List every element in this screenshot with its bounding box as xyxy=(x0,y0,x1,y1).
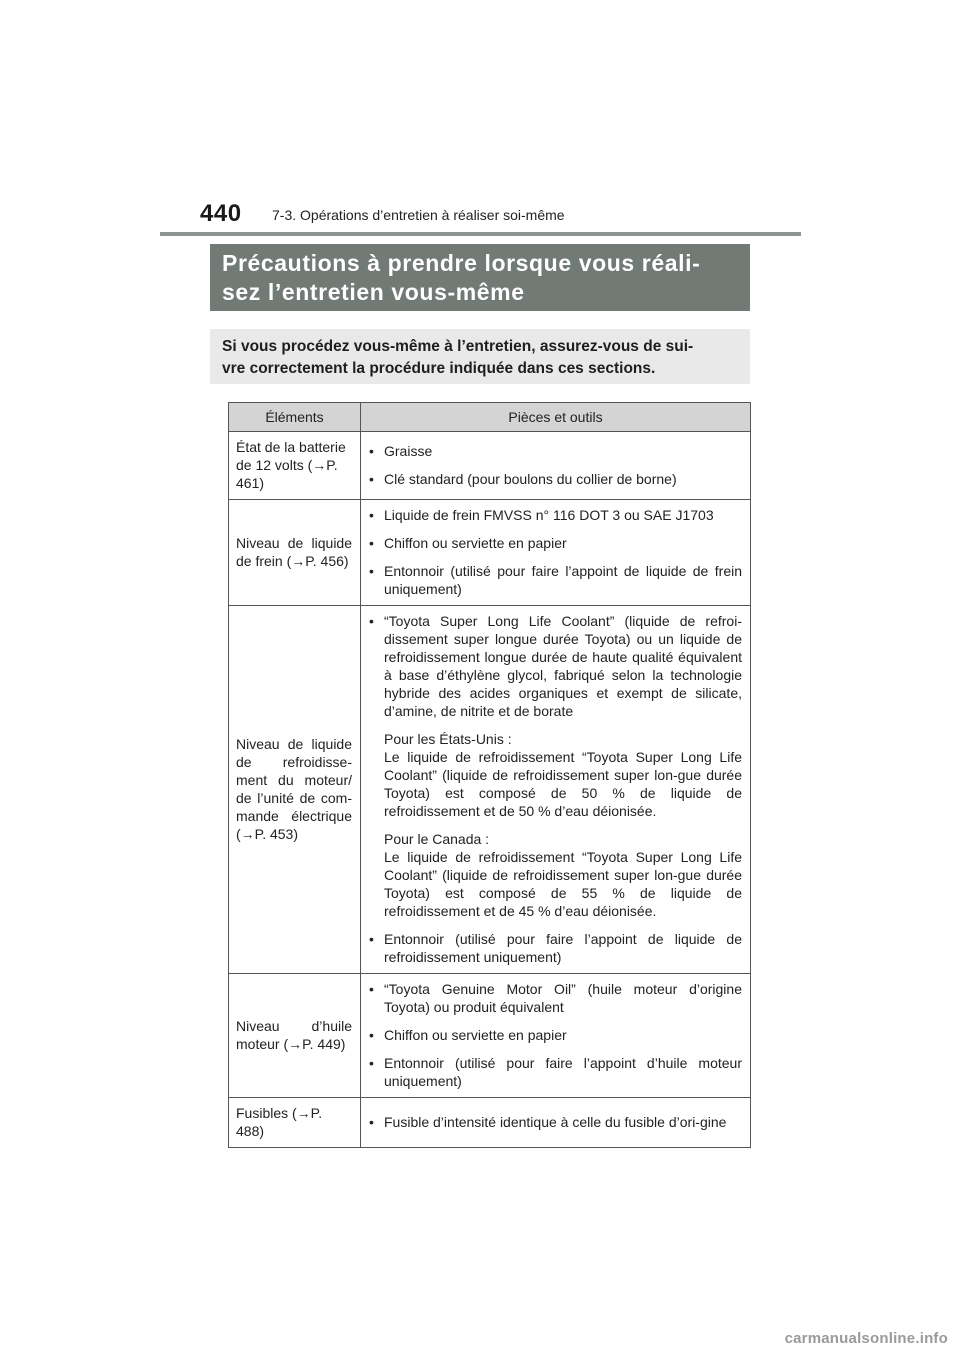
item-fuses: Fusibles (→P. 488) xyxy=(229,1098,361,1148)
tools-cell xyxy=(361,500,751,606)
page-title-line-1: Précautions à prendre lorsque vous réali- xyxy=(222,250,701,276)
tool-item: • “Toyota Genuine Motor Oil” (huile moteur d’origine Toyota) ou produit équivalent xyxy=(368,980,742,1016)
watermark: carmanualsonline.info xyxy=(784,1330,948,1347)
intro-line-1: Si vous procédez vous-même à l’entretien, assurez-vous de sui- xyxy=(222,338,694,355)
page-number: 440 xyxy=(200,200,242,227)
tool-item: • Entonnoir (utilisé pour faire l’appoint d’huile moteur uniquement) xyxy=(368,1054,742,1090)
table-header-row xyxy=(229,403,751,432)
tools-cell xyxy=(361,432,751,500)
item-coolant: Niveau de liquide de refroidisse-ment du moteur/ de l’unité de com-mande électrique (→P. 453) xyxy=(229,606,361,974)
parts-table xyxy=(228,402,751,1148)
title-box xyxy=(210,244,750,311)
note-usa xyxy=(368,730,742,820)
intro-line-2: vre correctement la procédure indiquée dans ces sections. xyxy=(222,360,656,377)
page-title-line-2: sez l’entretien vous-même xyxy=(222,279,525,305)
header-rule xyxy=(160,232,801,236)
tool-item: • Chiffon ou serviette en papier xyxy=(368,534,742,552)
tool-item: • “Toyota Super Long Life Coolant” (liquide de refroi-dissement super longue durée Toyota) ou un liquide de refroidissement longue durée de haute qualité équivalent à base d’éthylène glycol, fabriqué selon la technologie hybride des acides organiques et exempt de silicate, d’amine, de nitrite et de borate xyxy=(368,612,742,720)
table-row xyxy=(229,974,751,1098)
table-row xyxy=(229,1098,751,1148)
table-row xyxy=(229,432,751,500)
tool-item: • Entonnoir (utilisé pour faire l’appoint de liquide de refroidissement uniquement) xyxy=(368,930,742,966)
note-text: Le liquide de refroidissement “Toyota Super Long Life Coolant” (liquide de refroidissement super lon-gue durée Toyota) est composé de 50 % de liquide de refroidissement et de 50 % d’eau déionisée. xyxy=(384,749,742,819)
note-text: Le liquide de refroidissement “Toyota Super Long Life Coolant” (liquide de refroidissement super lon-gue durée Toyota) est composé de 55 % de liquide de refroidissement et de 45 % d’eau déionisée. xyxy=(384,849,742,919)
header-items: Éléments xyxy=(229,403,361,432)
intro-box xyxy=(210,329,750,384)
tools-cell xyxy=(361,1098,751,1148)
item-battery: État de la batterie de 12 volts (→P. 461) xyxy=(229,432,361,500)
table-row xyxy=(229,500,751,606)
tool-item: • Chiffon ou serviette en papier xyxy=(368,1026,742,1044)
page-title xyxy=(222,249,738,307)
tool-item: • Liquide de frein FMVSS n° 116 DOT 3 ou SAE J1703 xyxy=(368,506,742,524)
tool-item: • Graisse xyxy=(368,442,742,460)
item-engine-oil: Niveau d’huile moteur (→P. 449) xyxy=(229,974,361,1098)
section-header: 7-3. Opérations d’entretien à réaliser soi-même xyxy=(272,207,565,223)
note-label: Pour les États-Unis : xyxy=(384,731,512,747)
note-label: Pour le Canada : xyxy=(384,831,490,847)
tools-cell xyxy=(361,606,751,974)
note-canada xyxy=(368,830,742,920)
tools-cell xyxy=(361,974,751,1098)
tool-item: • Entonnoir (utilisé pour faire l’appoint de liquide de frein uniquement) xyxy=(368,562,742,598)
header-tools: Pièces et outils xyxy=(361,403,751,432)
tool-item: • Fusible d’intensité identique à celle du fusible d’ori-gine xyxy=(368,1113,742,1131)
table-row xyxy=(229,606,751,974)
tool-item: • Clé standard (pour boulons du collier de borne) xyxy=(368,470,742,488)
item-brake-fluid: Niveau de liquide de frein (→P. 456) xyxy=(229,500,361,606)
